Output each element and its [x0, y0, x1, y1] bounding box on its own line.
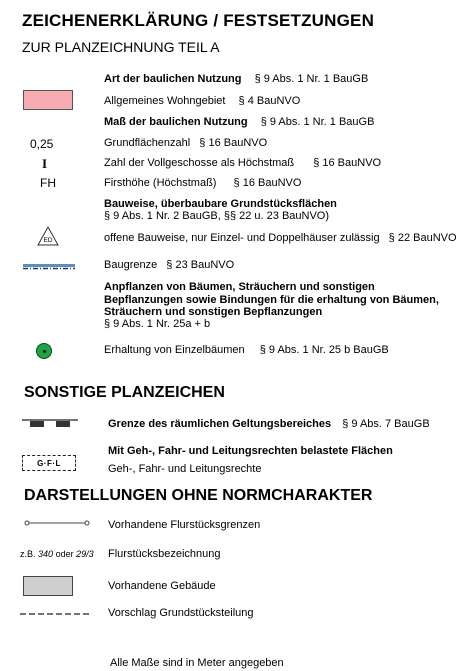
mass-heading-row: [104, 116, 374, 128]
baugrenze-ref: § 23 BauNVO: [166, 259, 235, 271]
page-title: ZEICHENERKLÄRUNG / FESTSETZUNGEN: [22, 11, 375, 30]
grz-symbol: 0,25: [30, 137, 54, 151]
grz-row: [104, 137, 267, 149]
fh-row: [104, 177, 301, 189]
baugrenze-label: Baugrenze: [104, 259, 158, 271]
erhaltung-ref: § 9 Abs. 1 Nr. 25 b BauGB: [259, 344, 389, 356]
baugrenze-row: [104, 259, 234, 271]
fh-ref: § 16 BauNVO: [233, 177, 302, 189]
vg-label: Zahl der Vollgeschosse als Höchstmaß: [104, 157, 295, 169]
art-heading-ref: § 9 Abs. 1 Nr. 1 BauGB: [254, 73, 369, 85]
wa-label: Allgemeines Wohngebiet: [104, 95, 226, 107]
gfl-heading: Mit Geh-, Fahr- und Leitungsrechten belastete Flächen: [108, 445, 393, 457]
ed-symbol: ED: [43, 237, 53, 244]
flurstueck-example: [20, 549, 94, 559]
anpflanzen-heading-3: Sträuchern und sonstigen Bepflanzungen: [104, 306, 323, 318]
wa-color-swatch: [23, 90, 73, 110]
mass-heading: Maß der baulichen Nutzung: [104, 116, 248, 128]
ed-triangle-icon: [37, 226, 59, 246]
zb-prefix: z.B.: [20, 549, 36, 559]
vg-symbol: I: [42, 156, 48, 171]
fh-symbol: FH: [40, 176, 56, 190]
grz-ref: § 16 BauNVO: [199, 137, 268, 149]
gebaeude-swatch: [23, 576, 73, 596]
erhaltung-row: [104, 344, 389, 356]
vg-row: [104, 157, 381, 169]
teilung-label: Vorschlag Grundstücksteilung: [108, 607, 254, 619]
page-subtitle: ZUR PLANZEICHNUNG TEIL A: [22, 39, 220, 55]
darstellungen-heading: DARSTELLUNGEN OHNE NORMCHARAKTER: [24, 487, 373, 504]
flurstuecksbezeichnung-label: Flurstücksbezeichnung: [108, 548, 221, 560]
anpflanzen-heading-2: Bepflanzungen sowie Bindungen für die erhaltung von Bäumen,: [104, 294, 439, 306]
footer-note: Alle Maße sind in Meter angegeben: [110, 657, 284, 669]
gfl-symbol: G·F·L: [22, 455, 76, 471]
erhaltung-label: Erhaltung von Einzelbäumen: [104, 344, 245, 356]
art-heading: Art der baulichen Nutzung: [104, 73, 242, 85]
fh-label: Firsthöhe (Höchstmaß): [104, 177, 217, 189]
zb-oder: oder: [55, 549, 74, 559]
zb-example-2: 29/3: [76, 549, 94, 559]
vg-ref: § 16 BauNVO: [313, 157, 382, 169]
teilung-dashed-line-icon: [20, 612, 92, 616]
grenze-row: [108, 418, 430, 430]
wa-row: [104, 95, 300, 107]
grz-label: Grundflächenzahl: [104, 137, 191, 149]
anpflanzen-heading-4: § 9 Abs. 1 Nr. 25a + b: [104, 318, 211, 330]
bauweise-heading-1: Bauweise, überbaubare Grundstücksflächen: [104, 198, 337, 210]
sonstige-heading: SONSTIGE PLANZEICHEN: [24, 384, 225, 401]
gebaeude-label: Vorhandene Gebäude: [108, 580, 216, 592]
ed-row: [104, 232, 457, 244]
ed-label: offene Bauweise, nur Einzel- und Doppelhäuser zulässig: [104, 232, 380, 244]
wa-ref: § 4 BauNVO: [238, 95, 301, 107]
anpflanzen-heading-1: Anpflanzen von Bäumen, Sträuchern und sonstigen: [104, 281, 375, 293]
mass-heading-ref: § 9 Abs. 1 Nr. 1 BauGB: [260, 116, 375, 128]
flurstuecksgrenze-line-icon: [24, 519, 90, 527]
gfl-label: Geh-, Fahr- und Leitungsrechte: [108, 463, 262, 475]
tree-icon: [36, 343, 52, 359]
baugrenze-line-icon: [23, 264, 75, 270]
ed-ref: § 22 BauNVO: [388, 232, 457, 244]
geltungsbereich-line-icon: [22, 418, 78, 430]
art-heading-row: [104, 73, 368, 85]
flurstuecksgrenzen-label: Vorhandene Flurstücksgrenzen: [108, 519, 261, 531]
bauweise-heading-2: § 9 Abs. 1 Nr. 2 BauGB, §§ 22 u. 23 BauNVO): [104, 210, 330, 222]
grenze-label: Grenze des räumlichen Geltungsbereiches: [108, 418, 332, 430]
grenze-ref: § 9 Abs. 7 BauGB: [342, 418, 430, 430]
zb-example-1: 340: [38, 549, 54, 559]
